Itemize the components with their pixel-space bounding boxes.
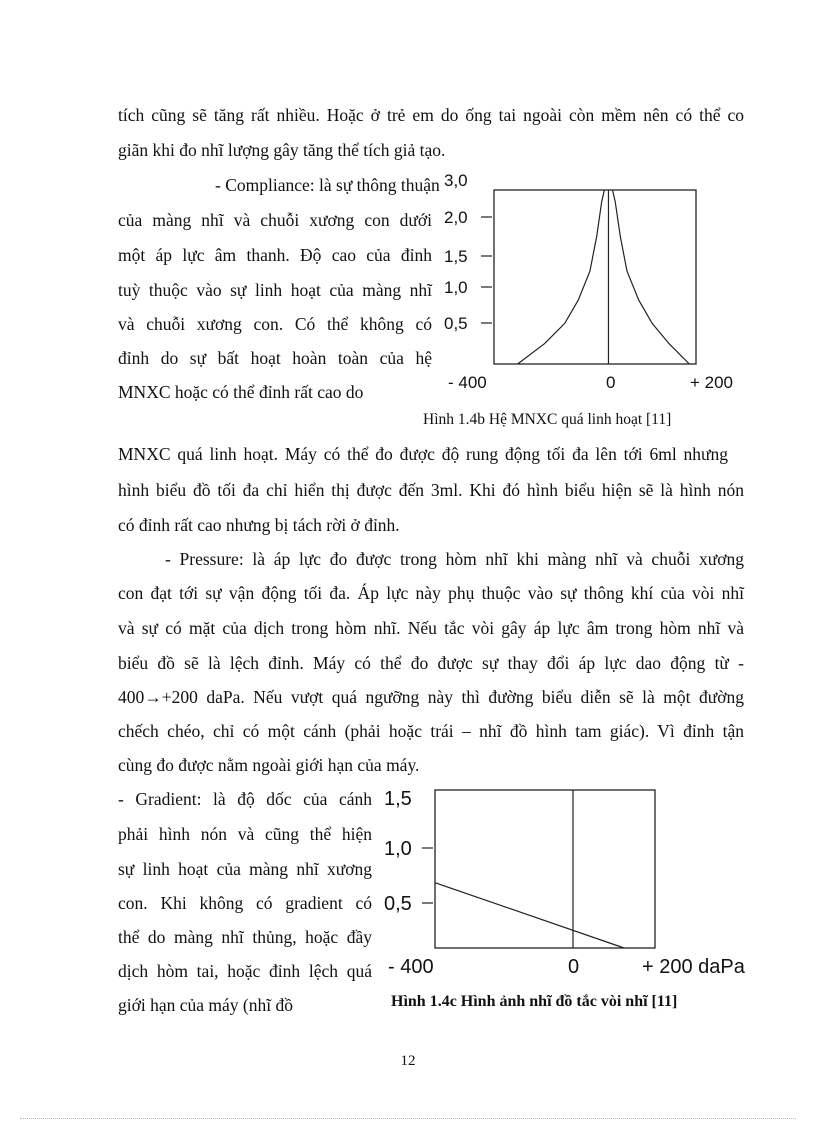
- figure-b-right-branch: [613, 190, 690, 364]
- para1-line-1: tích cũng sẽ tăng rất nhiều. Hoặc ở trẻ em do ống tai ngoài còn mềm nên có thể co: [118, 105, 744, 125]
- figure-c-frame: [435, 790, 655, 948]
- compliance-line-3: một áp lực âm thanh. Độ cao của đỉnh: [118, 245, 432, 265]
- pressure-line-1: - Pressure: là áp lực đo được trong hòm nhĩ khi màng nhĩ và chuỗi xương: [165, 549, 744, 569]
- pressure-line-7: cùng đo được nằm ngoài giới hạn của máy.: [118, 755, 420, 775]
- figure-b-ytick-label: 1,5: [444, 247, 468, 266]
- figure-b-ytick-label: 0,5: [444, 314, 468, 333]
- pressure-line-5: 400→+200 daPa. Nếu vượt quá ngưỡng này thì đường biểu diễn sẽ là một đường: [118, 687, 744, 707]
- gradient-line-7: giới hạn của máy (nhĩ đồ: [118, 995, 293, 1015]
- gradient-line-4: con. Khi không có gradient có: [118, 893, 372, 913]
- figure-c-xtick-label: + 200 daPa: [642, 956, 745, 978]
- compliance-cont-1: MNXC quá linh hoạt. Máy có thể đo được độ rung động tối đa lên tới 6ml nhưng: [118, 444, 728, 464]
- figure-c-ytick-label: 1,0: [384, 838, 412, 860]
- gradient-line-3: sự linh hoạt của màng nhĩ xương: [118, 859, 372, 879]
- figure-b-ytick-label: 1,0: [444, 278, 468, 297]
- figure-c-chart: [380, 780, 760, 980]
- pressure-line-2: con đạt tới sự vận động tối đa. Áp lực này phụ thuộc vào sự thông khí của vòi nhĩ: [118, 583, 744, 603]
- compliance-cont-3: có đỉnh rất cao nhưng bị tách rời ở đỉnh.: [118, 515, 400, 535]
- compliance-line-1: - Compliance: là sự thông thuận: [215, 175, 440, 195]
- gradient-line-5: thể do màng nhĩ thủng, hoặc đầy: [118, 927, 372, 947]
- figure-b-xtick-label: - 400: [448, 373, 487, 392]
- figure-c-ytick-label: 0,5: [384, 893, 412, 915]
- gradient-line-2: phải hình nón và cũng thể hiện: [118, 824, 372, 844]
- pressure-line-4: biểu đồ sẽ là lệch đỉnh. Máy có thể đo được sự thay đổi áp lực dao động từ -: [118, 653, 744, 673]
- figure-c-caption: Hình 1.4c Hình ảnh nhĩ đồ tắc vòi nhĩ [11]: [391, 993, 678, 1010]
- figure-b-ytick-label: 2,0: [444, 208, 468, 227]
- figure-b-frame: [494, 190, 696, 364]
- figure-b-left-branch: [518, 190, 605, 364]
- compliance-line-7: MNXC hoặc có thể đỉnh rất cao do: [118, 382, 364, 402]
- gradient-line-1: - Gradient: là độ dốc của cánh: [118, 789, 372, 809]
- figure-b-chart: [440, 170, 740, 398]
- figure-c-ytick-label: 1,5: [384, 788, 412, 810]
- compliance-line-5: và chuỗi xương con. Có thể không có: [118, 314, 432, 334]
- figure-b-xtick-label: 0: [606, 373, 616, 392]
- compliance-cont-2: hình biểu đồ tối đa chỉ hiển thị được đến 3ml. Khi đó hình biểu hiện sẽ là hình nón: [118, 480, 744, 500]
- figure-b-ytick-label: 3,0: [444, 171, 468, 190]
- pressure-line-3: và sự có mặt của dịch trong hòm nhĩ. Nếu tắc vòi gây áp lực âm trong hòm nhĩ và: [118, 618, 744, 638]
- compliance-line-6: đỉnh do sự bất hoạt hoàn toàn của hệ: [118, 348, 432, 368]
- page-number: 12: [400, 1053, 416, 1069]
- figure-b-xtick-label: + 200: [690, 373, 734, 392]
- bottom-divider: [20, 1118, 796, 1119]
- compliance-line-2: của màng nhĩ và chuỗi xương con dưới: [118, 210, 432, 230]
- para1-line-2: giãn khi đo nhĩ lượng gây tăng thể tích giả tạo.: [118, 140, 446, 160]
- gradient-line-6: dịch hòm tai, hoặc đỉnh lệch quá: [118, 961, 372, 981]
- figure-b-caption: Hình 1.4b Hệ MNXC quá linh hoạt [11]: [423, 411, 672, 428]
- compliance-line-4: tuỳ thuộc vào sự linh hoạt của màng nhĩ: [118, 280, 432, 300]
- figure-c-xtick-label: 0: [568, 956, 580, 978]
- pressure-line-6: chếch chéo, chỉ có một cánh (phải hoặc trái – nhĩ đồ hình tam giác). Vì đỉnh tận: [118, 721, 744, 741]
- figure-c-gradient-line: [435, 883, 624, 948]
- figure-c-xtick-label: - 400: [388, 956, 434, 978]
